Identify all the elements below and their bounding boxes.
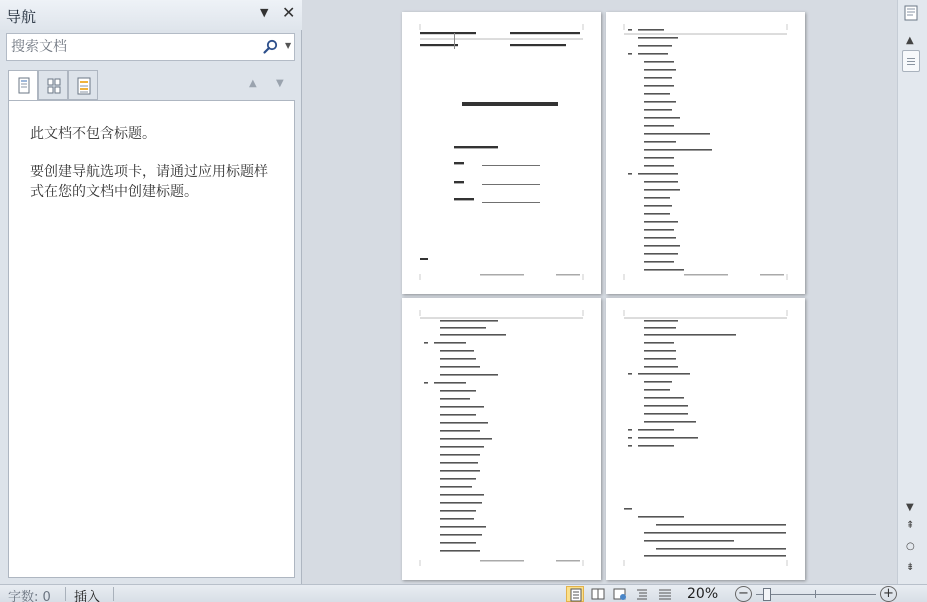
zoom-slider-track[interactable] xyxy=(756,594,876,595)
search-box[interactable] xyxy=(6,33,295,61)
search-input[interactable] xyxy=(11,37,251,57)
next-page-button[interactable]: ⇟ xyxy=(906,562,915,573)
results-icon xyxy=(76,77,92,95)
full-screen-reading-button[interactable] xyxy=(589,586,607,602)
scroll-up-arrow[interactable]: ▲ xyxy=(906,35,914,46)
scroll-thumb[interactable] xyxy=(902,50,920,72)
outline-view-button[interactable] xyxy=(633,586,651,602)
zoom-in-button[interactable]: + xyxy=(880,586,897,602)
draft-view-button[interactable] xyxy=(656,586,674,602)
print-layout-view-button[interactable] xyxy=(566,586,584,602)
previous-page-button[interactable]: ⇞ xyxy=(906,520,915,531)
headings-icon xyxy=(16,77,32,95)
web-layout-button[interactable] xyxy=(611,586,629,602)
print-layout-icon xyxy=(569,588,583,602)
thumbnails-icon xyxy=(46,77,62,95)
document-workspace[interactable] xyxy=(303,0,897,584)
web-layout-icon xyxy=(613,587,627,601)
tab-browse-pages[interactable] xyxy=(38,70,68,100)
previous-result-button[interactable]: ▲ xyxy=(249,78,257,89)
navigation-pane xyxy=(0,0,302,584)
document-page[interactable] xyxy=(606,298,805,580)
next-result-button[interactable]: ▼ xyxy=(276,78,284,89)
draft-icon xyxy=(658,587,672,601)
nav-pane-content xyxy=(8,100,295,578)
scroll-down-arrow[interactable]: ▼ xyxy=(906,502,914,513)
nav-pane-title: 导航 xyxy=(6,8,37,26)
search-icon[interactable] xyxy=(261,38,279,56)
zoom-slider-thumb[interactable] xyxy=(763,588,771,601)
reading-layout-icon xyxy=(591,587,605,601)
nav-pane-close-button[interactable]: ✕ xyxy=(282,3,296,22)
status-separator xyxy=(113,587,114,601)
word-count[interactable]: 字数: 0 xyxy=(8,590,51,602)
document-page[interactable] xyxy=(402,12,601,294)
zoom-slider-midpoint xyxy=(815,590,816,598)
vertical-scrollbar[interactable] xyxy=(897,0,927,584)
create-headings-hint: 要创建导航选项卡，请通过应用标题样式在您的文档中创建标题。 xyxy=(30,164,268,200)
nav-pane-menu-button[interactable]: ▼ xyxy=(260,6,269,19)
tab-browse-results[interactable] xyxy=(68,70,98,100)
outline-icon xyxy=(635,587,649,601)
zoom-level[interactable]: 20% xyxy=(687,586,719,602)
search-options-dropdown[interactable]: ▼ xyxy=(285,41,292,50)
insert-mode-indicator[interactable]: 插入 xyxy=(74,590,101,602)
status-separator xyxy=(65,587,66,601)
nav-pane-header xyxy=(0,0,302,30)
select-browse-object-button[interactable]: ○ xyxy=(906,541,915,552)
document-page[interactable] xyxy=(402,298,601,580)
document-page[interactable] xyxy=(606,12,805,294)
ruler-toggle-icon[interactable] xyxy=(903,4,921,24)
no-headings-message: 此文档不包含标题。 xyxy=(30,126,156,142)
tab-browse-headings[interactable] xyxy=(8,70,38,101)
zoom-out-button[interactable]: − xyxy=(735,586,752,602)
status-bar xyxy=(0,584,927,602)
